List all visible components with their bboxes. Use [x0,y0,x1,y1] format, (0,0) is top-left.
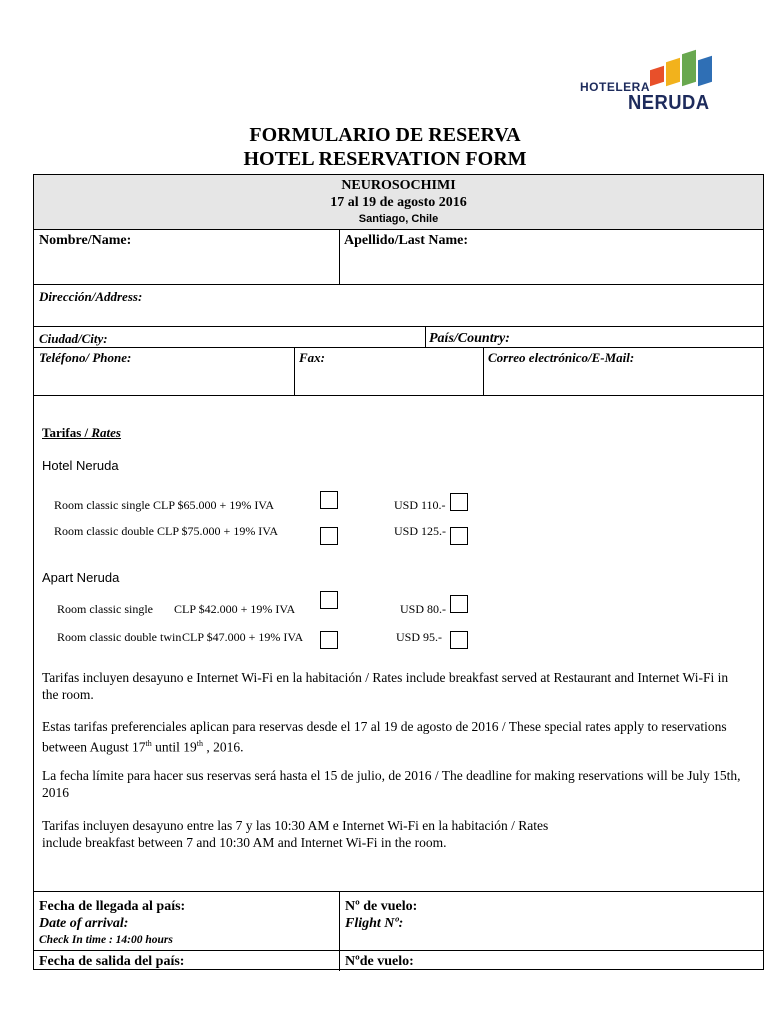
room-single-usd: USD 110.- [394,498,446,512]
apart-double-usd-checkbox[interactable] [450,631,468,649]
divider [339,229,340,284]
note-special-rates-c: , 2016. [202,739,244,755]
departure-flight-field[interactable]: Nºde vuelo: [345,954,414,969]
divider [34,891,763,892]
event-dates: 17 al 19 de agosto 2016 [330,195,467,210]
note-special-rates-b: until 19 [151,739,197,755]
divider [34,229,763,230]
room-double-checkbox[interactable] [320,527,338,545]
divider [425,326,426,347]
divider [34,284,763,285]
room-single-label: Room classic single CLP $65.000 + 19% IVA [54,498,275,512]
note-breakfast-hours-1: Tarifas incluyen desayuno entre las 7 y las 10:30 AM e Internet Wi-Fi en la habitación / Rates [42,818,549,833]
country-field[interactable]: País/Country: [429,331,510,346]
hotel-neruda-title: Hotel Neruda [42,458,119,473]
fax-field[interactable]: Fax: [299,350,325,365]
note-sup: th [145,739,152,748]
room-double-usd: USD 125.- [394,524,447,538]
logo-text-hotelera: HOTELERA [580,80,650,94]
divider [34,326,763,327]
apart-single-label: Room classic single [57,602,153,616]
divider [483,347,484,395]
apart-neruda-title: Apart Neruda [42,570,120,585]
note-breakfast: Tarifas incluyen desayuno e Internet Wi-Fi en la habitación / Rates include breakfast served at Restaurant and Internet Wi-Fi in the room. [42,670,729,702]
divider [34,950,763,951]
form-title-en: HOTEL RESERVATION FORM [243,148,527,170]
note-breakfast-hours-2: include breakfast between 7 and 10:30 AM and Internet Wi-Fi in the room. [42,835,447,850]
form-title-es: FORMULARIO DE RESERVA [249,124,521,146]
arrival-date-en: Date of arrival: [39,916,129,931]
phone-field[interactable]: Teléfono/ Phone: [39,350,132,365]
arrival-flight-en: Flight Nº: [345,916,404,931]
note-special-rates-a: Estas tarifas preferenciales aplican para reservas desde el 17 al 19 de agosto de 2016 / These special rates apply to reservations between August 17 [42,719,727,755]
address-field[interactable]: Dirección/Address: [39,289,143,304]
divider [34,395,763,396]
room-double-usd-checkbox[interactable] [450,527,468,545]
apart-single-checkbox[interactable] [320,591,338,609]
apart-single-usd: USD 80.- [400,602,447,616]
rates-heading-en: Rates [91,425,121,440]
checkin-time: Check In time : 14:00 hours [39,934,173,946]
apart-double-label: Room classic double twin [57,630,182,644]
city-field[interactable]: Ciudad/City: [39,331,108,346]
reservation-form [33,174,764,970]
name-field[interactable]: Nombre/Name: [39,233,132,248]
note-deadline: La fecha límite para hacer sus reservas será hasta el 15 de julio, de 2016 / The deadline for making reservations will be July 15th, 2016 [42,768,741,800]
hotelera-neruda-logo [578,50,718,116]
apart-double-usd: USD 95.- [396,630,443,644]
event-header [34,175,763,229]
room-single-checkbox[interactable] [320,491,338,509]
divider [339,891,340,971]
note-special-rates [42,718,742,756]
divider [294,347,295,395]
rates-heading [42,425,121,441]
email-field[interactable]: Correo electrónico/E-Mail: [488,350,635,365]
departure-date-field[interactable]: Fecha de salida del país: [39,954,185,969]
room-single-usd-checkbox[interactable] [450,493,468,511]
apart-double-price: CLP $47.000 + 19% IVA [182,630,304,644]
event-place: Santiago, Chile [358,213,439,225]
logo-text-neruda: NERUDA [628,92,710,114]
note-sup: th [196,739,203,748]
arrival-date-field[interactable]: Fecha de llegada al país: [39,899,186,914]
room-double-label: Room classic double CLP $75.000 + 19% IVA [54,524,279,538]
apart-single-price: CLP $42.000 + 19% IVA [174,602,296,616]
arrival-flight-field[interactable]: Nº de vuelo: [345,899,418,914]
last-name-field[interactable]: Apellido/Last Name: [344,233,469,248]
divider [34,347,763,348]
apart-double-checkbox[interactable] [320,631,338,649]
rates-heading-es: Tarifas / [42,425,89,440]
logo-bars-icon [650,50,716,84]
apart-single-usd-checkbox[interactable] [450,595,468,613]
event-name: NEUROSOCHIMI [341,178,456,193]
